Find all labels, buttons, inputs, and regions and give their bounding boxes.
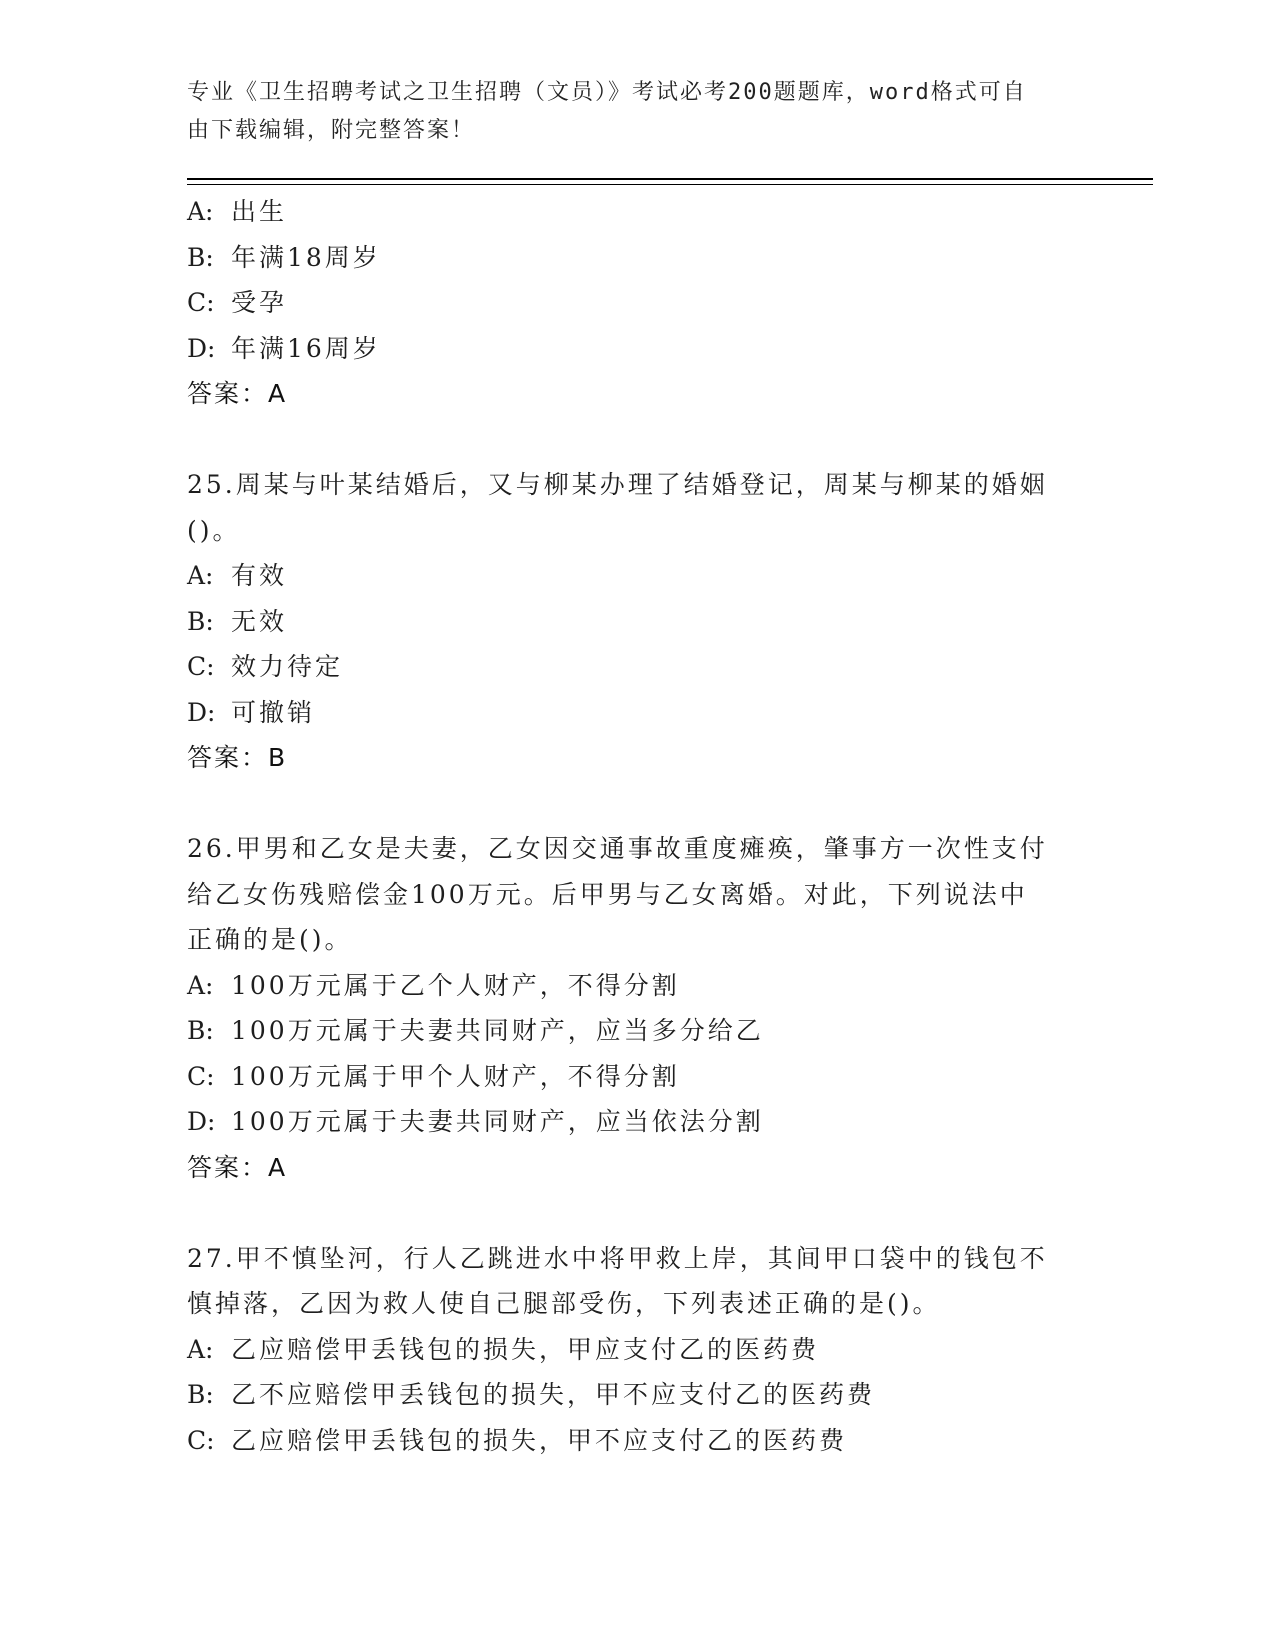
- option-c: [187, 644, 1087, 690]
- option-letter: C:: [187, 288, 215, 317]
- question-text-line: 27.甲不慎坠河，行人乙跳进水中将甲救上岸，其间甲口袋中的钱包不: [187, 1243, 1048, 1273]
- option-d: [187, 326, 1087, 372]
- question-text-line: 慎掉落，乙因为救人使自己腿部受伤，下列表述正确的是()。: [187, 1289, 941, 1318]
- option-letter: C:: [187, 1425, 215, 1455]
- option-text: 乙应赔偿甲丢钱包的损失，甲不应支付乙的医药费: [231, 1425, 848, 1455]
- header-line-1: 专业《卫生招聘考试之卫生招聘（文员）》考试必考200题题库，word格式可自: [187, 80, 1027, 105]
- option-c: [187, 1418, 1087, 1464]
- header-divider-thick: [187, 178, 1153, 180]
- option-b: [187, 235, 1087, 281]
- spacer: [187, 781, 1087, 827]
- option-text: 年满16周岁: [231, 333, 381, 363]
- option-letter: A:: [187, 197, 214, 226]
- option-a: [187, 1327, 1087, 1373]
- option-d: [187, 1099, 1087, 1145]
- option-letter: B:: [187, 606, 214, 636]
- option-text: 100万元属于夫妻共同财产，应当依法分割: [231, 1107, 764, 1136]
- question-text-line: 给乙女伤残赔偿金100万元。后甲男与乙女离婚。对此，下列说法中: [187, 879, 1028, 909]
- option-letter: D:: [187, 697, 216, 727]
- option-letter: C:: [187, 652, 215, 681]
- option-b: [187, 1008, 1087, 1054]
- question-24: [187, 189, 1087, 417]
- question-26: [187, 826, 1087, 1190]
- option-text: 乙应赔偿甲丢钱包的损失，甲应支付乙的医药费: [231, 1334, 820, 1364]
- option-letter: C:: [187, 1061, 215, 1091]
- question-text-line: 正确的是()。: [187, 925, 353, 954]
- option-a: [187, 553, 1087, 599]
- option-letter: B:: [187, 242, 214, 272]
- question-25: [187, 462, 1087, 781]
- option-c: [187, 1054, 1087, 1100]
- answer-line: 答案：A: [187, 1152, 288, 1182]
- spacer: [187, 1190, 1087, 1236]
- question-text-line: ()。: [187, 515, 241, 545]
- option-a: [187, 189, 1087, 235]
- option-letter: D:: [187, 333, 216, 363]
- option-text: 无效: [231, 606, 288, 636]
- option-a: [187, 963, 1087, 1009]
- option-text: 100万元属于甲个人财产，不得分割: [231, 1061, 680, 1091]
- answer-line: 答案：B: [187, 743, 288, 772]
- question-27: [187, 1236, 1087, 1464]
- option-text: 可撤销: [231, 697, 316, 727]
- question-content: [187, 189, 1087, 1463]
- spacer: [187, 417, 1087, 463]
- option-text: 出生: [231, 197, 288, 226]
- option-d: [187, 690, 1087, 736]
- option-text: 乙不应赔偿甲丢钱包的损失，甲不应支付乙的医药费: [231, 1380, 876, 1409]
- header-divider-thin: [187, 184, 1153, 185]
- option-letter: A:: [187, 1334, 214, 1364]
- option-letter: A:: [187, 970, 214, 1000]
- option-c: [187, 280, 1087, 326]
- option-letter: A:: [187, 561, 214, 590]
- option-text: 100万元属于乙个人财产，不得分割: [231, 970, 680, 1000]
- option-b: [187, 599, 1087, 645]
- option-b: [187, 1372, 1087, 1418]
- option-letter: B:: [187, 1016, 214, 1045]
- header-line-2: 由下载编辑，附完整答案！: [187, 118, 476, 143]
- option-text: 受孕: [231, 288, 288, 317]
- option-text: 100万元属于夫妻共同财产，应当多分给乙: [231, 1016, 764, 1045]
- option-text: 有效: [231, 561, 288, 590]
- option-letter: D:: [187, 1107, 216, 1136]
- question-text-line: 26.甲男和乙女是夫妻，乙女因交通事故重度瘫痪，肇事方一次性支付: [187, 834, 1048, 863]
- option-text: 年满18周岁: [231, 242, 381, 272]
- option-text: 效力待定: [231, 652, 344, 681]
- question-text-line: 25.周某与叶某结婚后，又与柳某办理了结婚登记，周某与柳某的婚姻: [187, 470, 1048, 499]
- answer-line: 答案：A: [187, 379, 288, 408]
- document-header: [187, 74, 1087, 150]
- option-letter: B:: [187, 1380, 214, 1409]
